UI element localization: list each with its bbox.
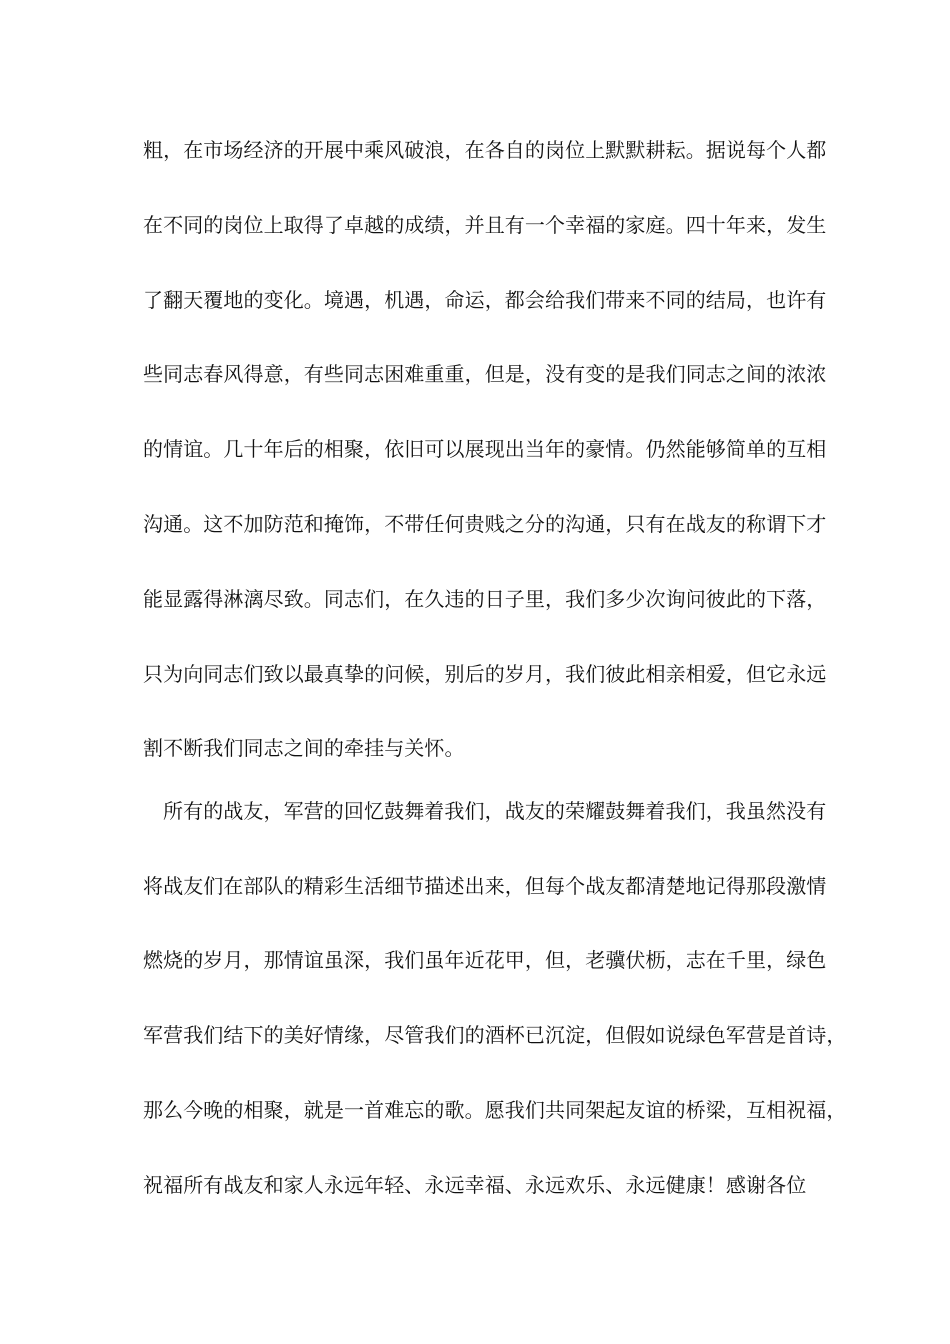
text-line: 在不同的岗位上取得了卓越的成绩，并且有一个幸福的家庭。四十年来，发生 — [143, 213, 827, 237]
text-line: 割不断我们同志之间的牵挂与关怀。 — [143, 736, 465, 760]
text-line: 祝福所有战友和家人永远年轻、永远幸福、永远欢乐、永远健康！感谢各位 — [143, 1173, 807, 1197]
text-line: 燃烧的岁月，那情谊虽深，我们虽年近花甲，但，老骥伏枥，志在千里，绿色 — [143, 948, 827, 972]
text-line: 的情谊。几十年后的相聚，依旧可以展现出当年的豪情。仍然能够简单的互相 — [143, 437, 827, 461]
paragraph-first-line: 所有的战友，军营的回忆鼓舞着我们，战友的荣耀鼓舞着我们，我虽然没有 — [163, 799, 827, 823]
text-line: 军营我们结下的美好情缘，尽管我们的酒杯已沉淀，但假如说绿色军营是首诗， — [143, 1023, 847, 1047]
text-line: 那么今晚的相聚，就是一首难忘的歌。愿我们共同架起友谊的桥梁，互相祝福， — [143, 1098, 847, 1122]
text-line: 些同志春风得意，有些同志困难重重，但是，没有变的是我们同志之间的浓浓 — [143, 362, 827, 386]
text-line: 沟通。这不加防范和掩饰，不带任何贵贱之分的沟通，只有在战友的称谓下才 — [143, 512, 827, 536]
text-line: 了翻天覆地的变化。境遇，机遇，命运，都会给我们带来不同的结局，也许有 — [143, 288, 827, 312]
text-line: 能显露得淋漓尽致。同志们，在久违的日子里，我们多少次询问彼此的下落， — [143, 587, 827, 611]
text-line: 将战友们在部队的精彩生活细节描述出来，但每个战友都清楚地记得那段激情 — [143, 874, 827, 898]
text-line: 粗，在市场经济的开展中乘风破浪，在各自的岗位上默默耕耘。据说每个人都 — [143, 138, 827, 162]
text-line: 只为向同志们致以最真挚的问候，别后的岁月，我们彼此相亲相爱，但它永远 — [143, 662, 827, 686]
